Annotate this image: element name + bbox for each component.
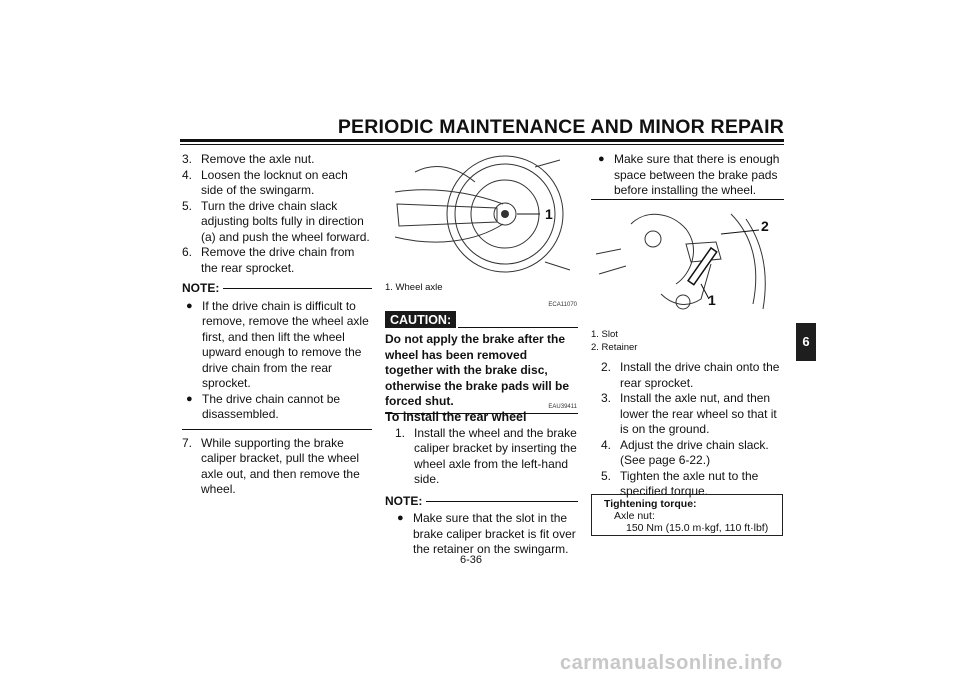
section-code: EAU39411 <box>548 404 577 410</box>
chapter-tab: 6 <box>796 323 816 361</box>
section-heading: To install the rear wheel <box>385 410 527 424</box>
figure-wheel-axle <box>385 152 577 277</box>
figure-slot-retainer <box>591 204 784 322</box>
torque-item: Axle nut: <box>614 510 655 522</box>
slot-retainer-illustration <box>591 204 784 322</box>
caution-text: Do not apply the brake after the wheel has been removed together with the brake disc, otherwise the brake pads will be forced shut. <box>385 332 570 408</box>
callout-2: 2 <box>761 218 769 234</box>
note-bullet: ● If the drive chain is difficult to remove, remove the wheel axle first, and then lift the wheel upward enough to remove the drive chain from the rear sprocket. <box>186 298 369 390</box>
step-7: 7. While supporting the brake caliper bracket, pull the wheel axle out, and then remove the wheel. <box>182 435 360 496</box>
bullet-end-rule <box>591 199 784 200</box>
page-number: 6-36 <box>460 554 483 566</box>
callout-1: 1 <box>545 206 553 222</box>
bullet-icon: ● <box>186 392 193 405</box>
bullet-icon: ● <box>186 299 193 312</box>
note-end-rule <box>182 429 372 430</box>
caution-label: CAUTION: <box>385 311 456 328</box>
note-list <box>385 511 578 558</box>
install-step-4: 4. Adjust the drive chain slack. (See page 6-22.) <box>601 437 769 467</box>
caution-block <box>385 311 578 414</box>
page-title: PERIODIC MAINTENANCE AND MINOR REPAIR <box>337 116 784 138</box>
install-step-1: 1. Install the wheel and the brake caliper bracket by inserting the wheel axle from the left-hand side. <box>395 425 577 486</box>
left-column <box>182 152 372 498</box>
bullet-icon: ● <box>598 153 605 165</box>
header-rule-thin <box>180 144 784 145</box>
right-top-bullets <box>598 152 784 199</box>
step-3: 3. Remove the axle nut. <box>182 152 315 166</box>
install-step-2: 2. Install the drive chain onto the rear sprocket. <box>601 360 780 390</box>
step-6: 6. Remove the drive chain from the rear sprocket. <box>182 245 355 275</box>
note-heading: NOTE: <box>182 281 372 297</box>
note-list <box>182 299 372 423</box>
figure-caption: 1. Wheel axle <box>385 282 443 293</box>
note-bullet: ● Make sure that there is enough space between the brake pads before installing the wheel. <box>598 152 780 197</box>
note-bullet: ● The drive chain cannot be disassembled. <box>186 391 341 421</box>
torque-heading: Tightening torque: <box>604 498 697 510</box>
bullet-icon: ● <box>397 512 404 524</box>
right-steps <box>601 360 784 500</box>
step-5: 5. Turn the drive chain slack adjusting bolts fully in direction (a) and push the wheel forward. <box>182 198 370 244</box>
caution-code: ECA11070 <box>548 302 577 308</box>
watermark: carmanualsonline.info <box>560 652 783 674</box>
figure-captions: 1. Slot 2. Retainer <box>591 329 638 353</box>
install-step-5: 5. Tighten the axle nut to the specified torque. <box>601 468 759 498</box>
torque-value: 150 Nm (15.0 m·kgf, 110 ft·lbf) <box>626 522 769 534</box>
step-4: 4. Loosen the locknut on each side of the swingarm. <box>182 167 348 197</box>
install-section <box>385 410 578 558</box>
header-rule <box>180 139 784 142</box>
install-step-3: 3. Install the axle nut, and then lower the rear wheel so that it is on the ground. <box>601 391 777 436</box>
callout-1: 1 <box>708 292 716 308</box>
torque-box <box>591 494 783 536</box>
note-bullet: ● Make sure that the slot in the brake caliper bracket is fit over the retainer on the swingarm. <box>397 511 576 556</box>
note-heading: NOTE: <box>385 494 578 510</box>
